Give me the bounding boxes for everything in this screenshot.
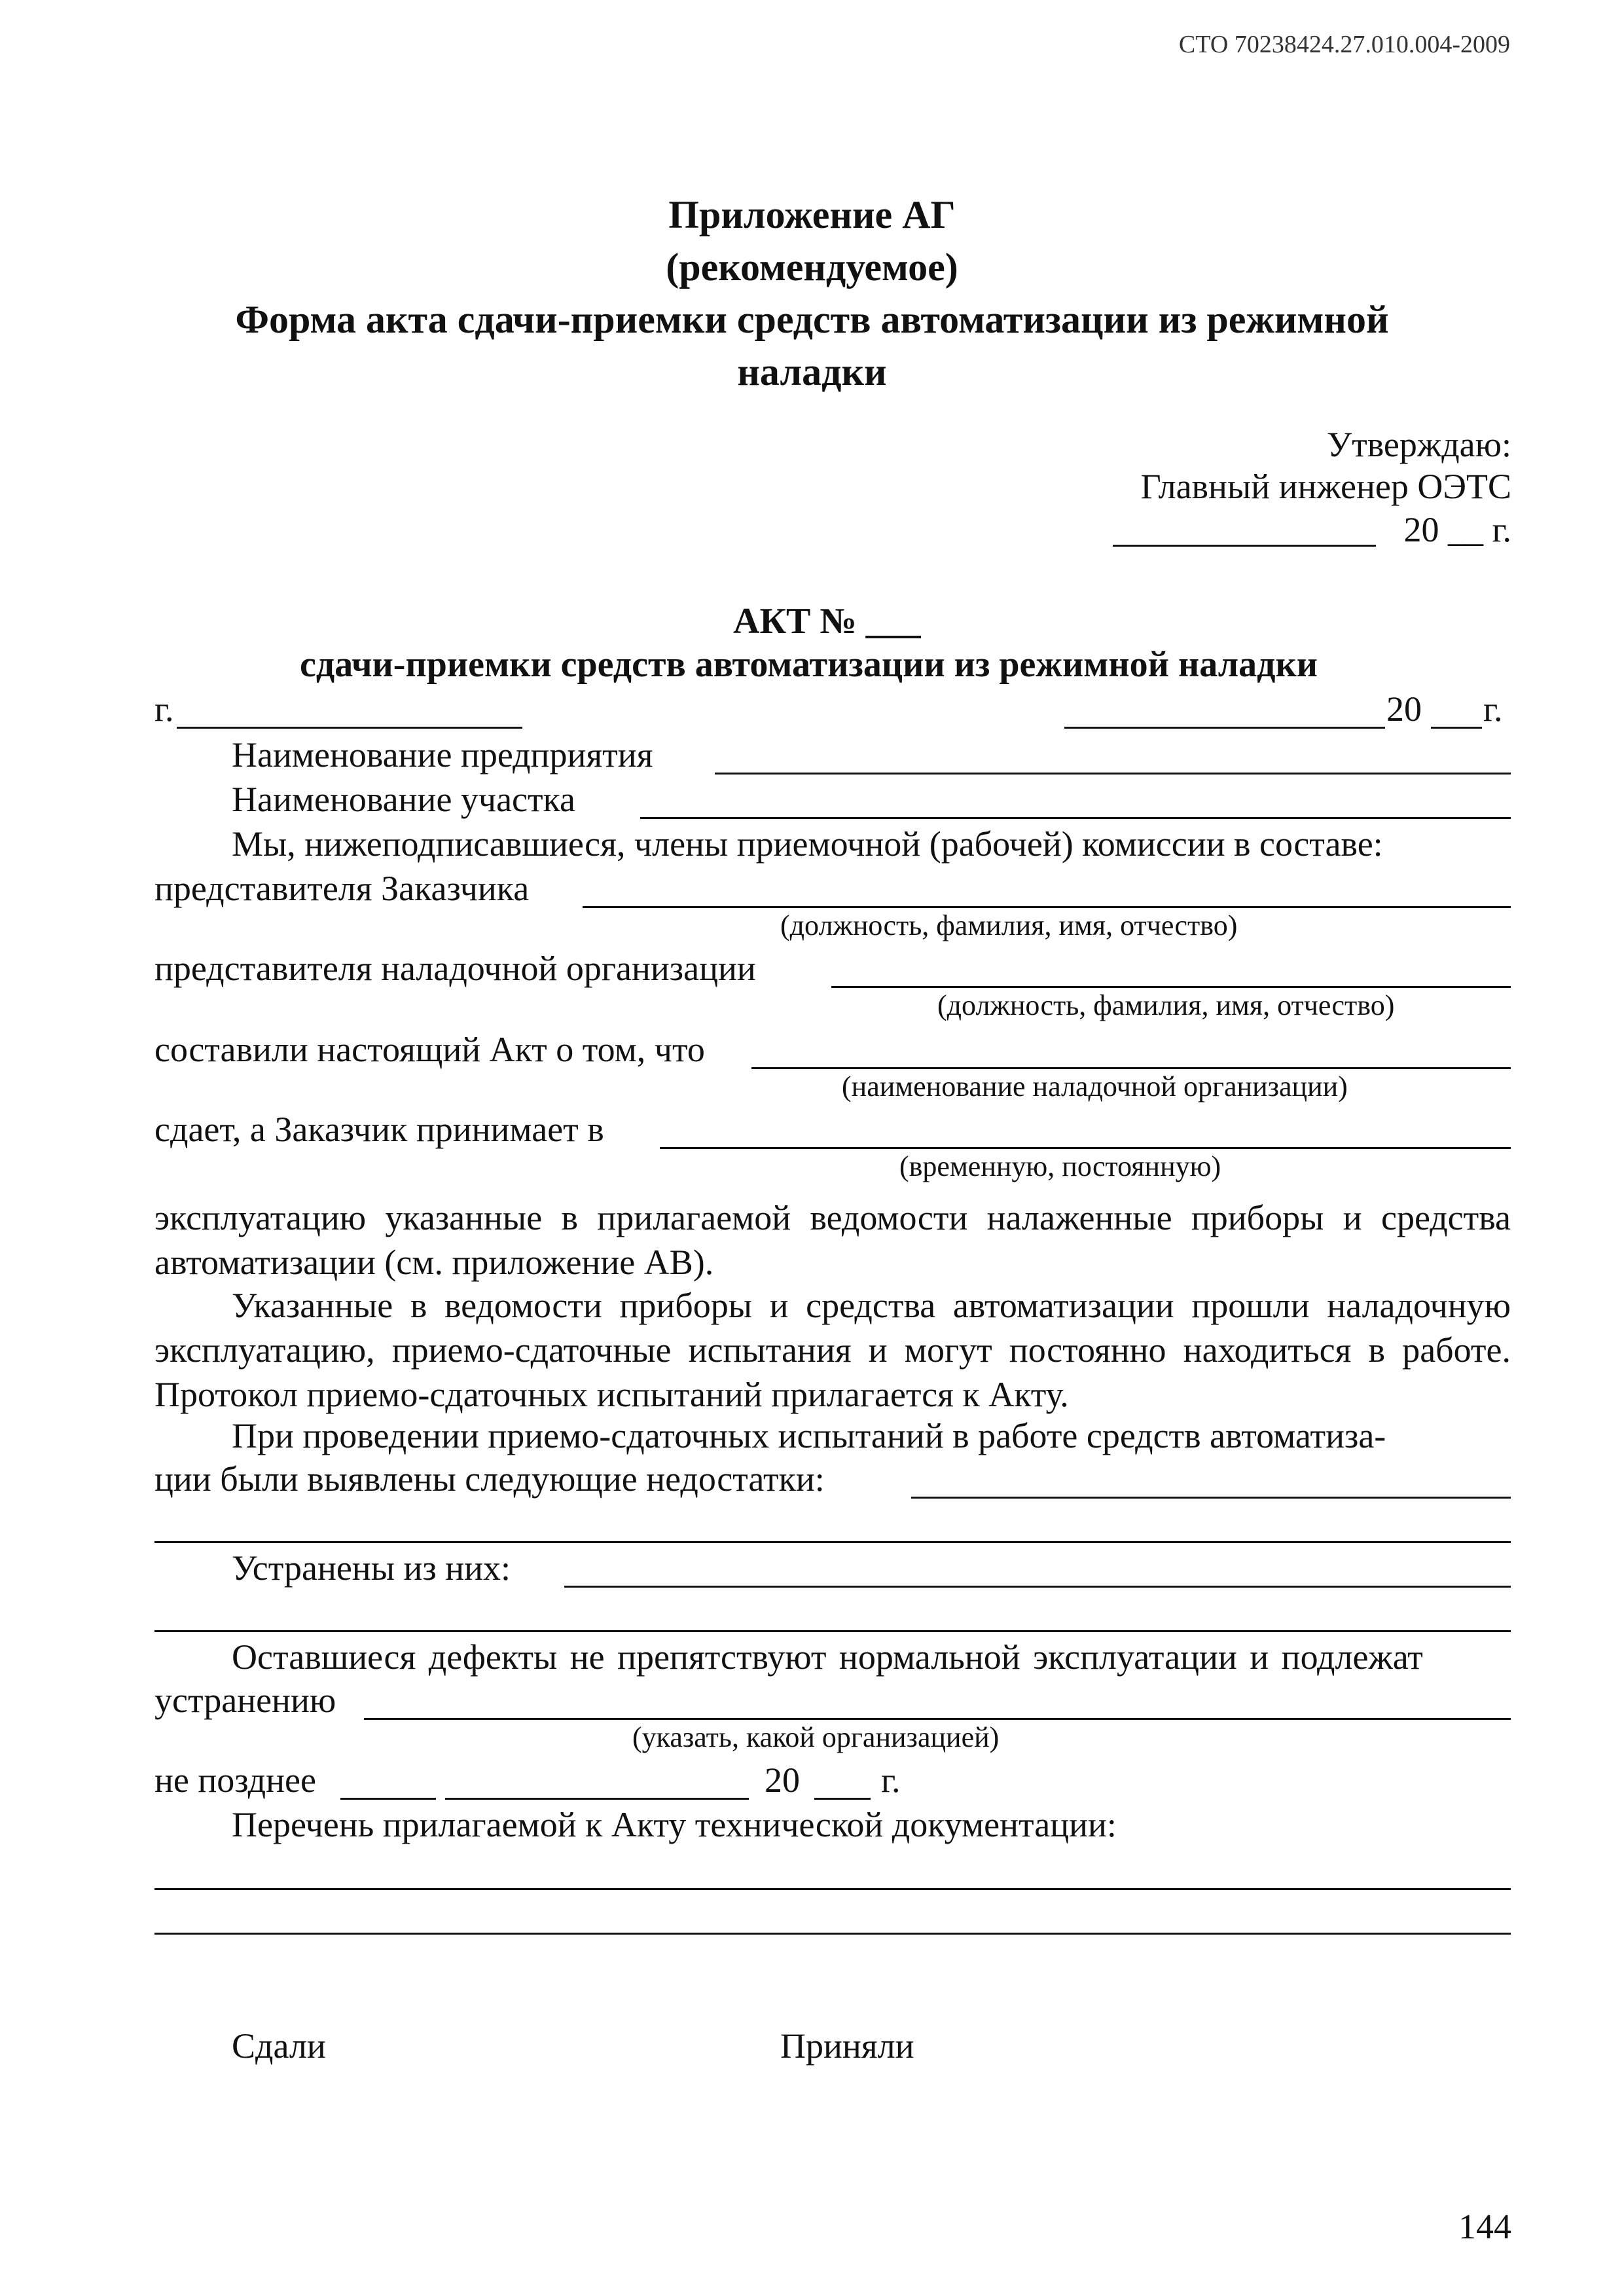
docs-list-label: Перечень прилагаемой к Акту технической документации: xyxy=(232,1805,1117,1844)
appendix-title: Приложение АГ xyxy=(668,193,956,236)
paragraph-operation: эксплуатацию указанные в прилагаемой ведомости налаженные приборы и средства автоматизации (см. приложение АВ). xyxy=(154,1198,1511,1282)
remaining-defects-hint: (указать, какой организацией) xyxy=(632,1721,1000,1753)
act-drawn-label: составили настоящий Акт о том, что xyxy=(154,1030,705,1069)
act-date-year-line xyxy=(1431,727,1482,729)
commission-intro: Мы, нижеподписавшиеся, члены приемочной (рабочей) комиссии в составе: xyxy=(232,824,1383,864)
deficiencies-field-line xyxy=(911,1497,1511,1499)
deadline-year-suffix: г. xyxy=(881,1760,901,1800)
form-title-continued: наладки xyxy=(737,350,887,393)
handed-over-label: Сдали xyxy=(232,2026,326,2066)
act-subtitle: сдачи-приемки средств автоматизации из режимной наладки xyxy=(300,644,1318,685)
approver-position: Главный инженер ОЭТС xyxy=(1140,467,1511,506)
deadline-day-line xyxy=(340,1798,436,1800)
docs-field-line-2 xyxy=(154,1933,1511,1935)
enterprise-field-line xyxy=(715,773,1511,774)
document-code: СТО 70238424.27.010.004-2009 xyxy=(1178,31,1510,58)
deadline-month-line xyxy=(445,1798,749,1800)
act-drawn-field-line xyxy=(751,1067,1511,1069)
act-date-century: 20 xyxy=(1386,689,1422,729)
accepted-label: Приняли xyxy=(780,2026,914,2066)
approval-signature-line xyxy=(1113,545,1376,547)
approve-label: Утверждаю: xyxy=(1326,425,1511,464)
deficiencies-line2: ции были выявлены следующие недостатки: xyxy=(154,1459,825,1499)
section-label: Наименование участка xyxy=(232,780,575,819)
page-number: 144 xyxy=(1458,2207,1511,2246)
eliminated-label: Устранены из них: xyxy=(232,1548,511,1588)
deadline-century: 20 xyxy=(765,1760,800,1800)
act-date-field-line xyxy=(1064,727,1385,729)
eliminated-field-line xyxy=(564,1586,1511,1588)
customer-rep-hint: (должность, фамилия, имя, отчество) xyxy=(780,909,1238,941)
remaining-defects-line1: Оставшиеся дефекты не препятствуют нормальной эксплуатации и подлежат xyxy=(232,1637,1423,1677)
docs-field-line-1 xyxy=(154,1888,1511,1890)
eliminated-field-line-2 xyxy=(154,1630,1511,1632)
commissioning-rep-hint: (должность, фамилия, имя, отчество) xyxy=(937,989,1395,1021)
appendix-status: (рекомендуемое) xyxy=(666,246,958,289)
paragraph-tests-passed-text: Указанные в ведомости приборы и средства автоматизации прошли наладочную эксплуатацию, приемо-сдаточные испытания и могут постоянно находиться в работе. Протокол приемо-сдаточных испытаний прилагается к Акту. xyxy=(154,1286,1511,1414)
form-title: Форма акта сдачи-приемки средств автоматизации из режимной xyxy=(235,298,1389,341)
act-date-year-suffix: г. xyxy=(1483,689,1503,729)
customer-rep-field-line xyxy=(583,906,1511,908)
deadline-year-line xyxy=(814,1798,871,1800)
act-drawn-hint: (наименование наладочной организации) xyxy=(842,1070,1348,1102)
enterprise-label: Наименование предприятия xyxy=(232,735,653,774)
deficiencies-field-line-2 xyxy=(154,1541,1511,1543)
deficiencies-line1: При проведении приемо-сдаточных испытаний в работе средств автоматиза- xyxy=(232,1416,1386,1455)
deadline-label: не позднее xyxy=(154,1760,316,1800)
remaining-defects-line2: устранению xyxy=(154,1681,336,1720)
city-field-line xyxy=(177,727,522,729)
handover-hint: (временную, постоянную) xyxy=(899,1150,1221,1182)
paragraph-tests-passed xyxy=(154,1283,1511,1417)
act-title: АКТ № ___ xyxy=(733,601,921,642)
commissioning-rep-field-line xyxy=(831,986,1511,988)
handover-field-line xyxy=(660,1147,1511,1149)
handover-label: сдает, а Заказчик принимает в xyxy=(154,1110,604,1149)
city-label: г. xyxy=(154,689,174,729)
section-field-line xyxy=(640,817,1511,819)
commissioning-rep-label: представителя наладочной организации xyxy=(154,949,756,988)
customer-rep-label: представителя Заказчика xyxy=(154,869,530,908)
approval-date: 20 __ г. xyxy=(1403,510,1511,549)
remaining-defects-field-line xyxy=(364,1718,1511,1720)
